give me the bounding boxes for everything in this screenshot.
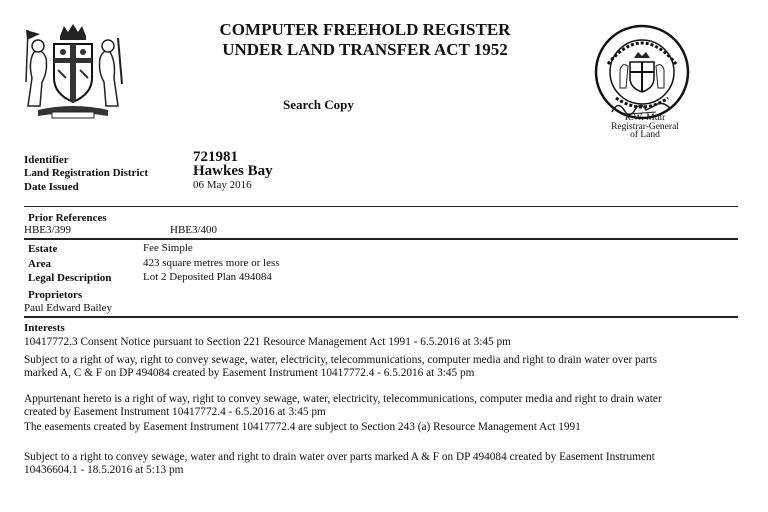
identifier-label: Identifier xyxy=(24,154,69,166)
coat-of-arms-icon xyxy=(18,22,128,120)
area-label: Area xyxy=(28,258,52,270)
identifier-value: 721981 xyxy=(193,149,238,165)
signatory-name: R.W. Muir xyxy=(624,113,666,123)
divider xyxy=(24,316,738,318)
district-value: Hawkes Bay xyxy=(193,163,273,179)
date-issued-label: Date Issued xyxy=(24,181,79,193)
signatory-title-2: of Land xyxy=(630,130,660,140)
area-value: 423 square metres more or less xyxy=(143,257,280,269)
estate-value: Fee Simple xyxy=(143,242,193,254)
interest-item: Subject to a right of way, right to convey sewage, water, electricity, telecommunications, computer media and right to drain water over parts marked A, C & F on DP 494084 created by Easement Instrument 10417772.4 - 6.5.2016 at 3:45 pm xyxy=(24,354,658,379)
proprietors-label: Proprietors xyxy=(28,289,83,301)
estate-label: Estate xyxy=(28,243,58,255)
legal-description-value: Lot 2 Deposited Plan 494084 xyxy=(143,271,272,283)
register-title-line-2: UNDER LAND TRANSFER ACT 1952 xyxy=(222,40,508,59)
proprietor-name: Paul Edward Bailey xyxy=(24,302,112,314)
date-issued-value: 06 May 2016 xyxy=(193,179,252,191)
interest-item: Subject to a right to convey sewage, water and right to drain water over parts marked A & F on DP 494084 created by Easement Instrument 10436604.1 - 18.5.2016 at 5:13 pm xyxy=(24,451,655,476)
interest-item: Appurtenant hereto is a right of way, right to convey sewage, water, electricity, telecommunications, computer media and right to drain water created by Easement Instrument 10417772.4 - 6.5.2016 at 3:45 pm xyxy=(24,393,662,418)
search-copy-label: Search Copy xyxy=(283,97,354,112)
prior-reference-1: HBE3/399 xyxy=(24,224,72,236)
signatory-title-1: Registrar-General xyxy=(611,122,679,132)
register-title-line-1: COMPUTER FREEHOLD REGISTER xyxy=(219,20,511,39)
divider xyxy=(24,238,738,240)
divider xyxy=(24,206,738,207)
legal-description-label: Legal Description xyxy=(28,272,112,284)
interests-label: Interests xyxy=(24,322,65,334)
district-label: Land Registration District xyxy=(24,167,149,179)
prior-reference-2: HBE3/400 xyxy=(170,224,218,236)
interest-item: 10417772.3 Consent Notice pursuant to Section 221 Resource Management Act 1991 - 6.5.2016 at 3:45 pm xyxy=(24,336,511,348)
interest-item: The easements created by Easement Instrument 10417772.4 are subject to Section 243 (a) Resource Management Act 1991 xyxy=(24,421,581,433)
prior-references-label: Prior References xyxy=(28,212,107,224)
